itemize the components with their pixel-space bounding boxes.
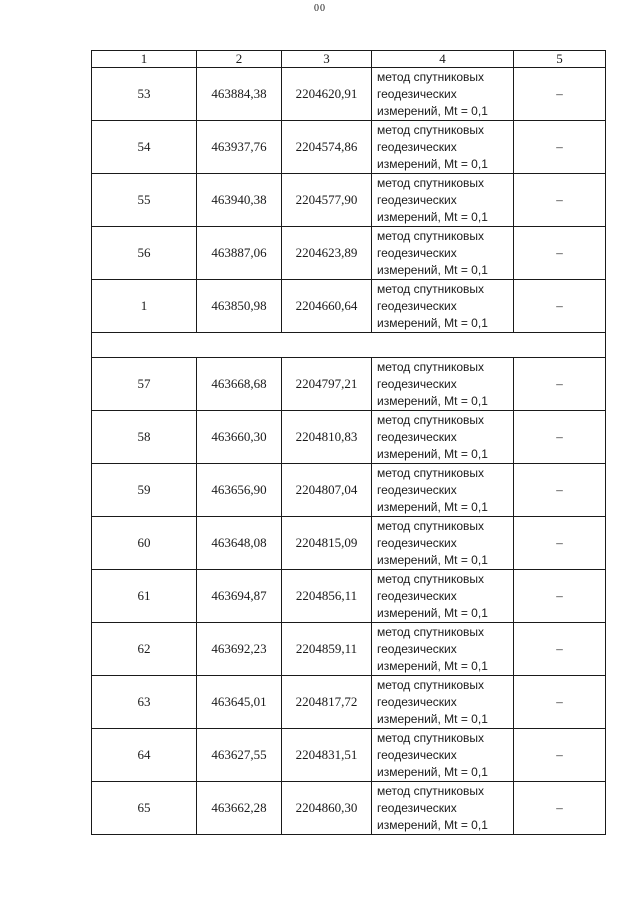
point-cell: 58 (92, 411, 197, 464)
y-coordinate-cell: 2204817,72 (282, 676, 372, 729)
point-cell: 57 (92, 358, 197, 411)
x-coordinate-cell: 463662,28 (197, 782, 282, 835)
note-cell: – (514, 121, 606, 174)
x-coordinate-cell: 463850,98 (197, 280, 282, 333)
y-coordinate-cell: 2204577,90 (282, 174, 372, 227)
x-coordinate-cell: 463648,08 (197, 517, 282, 570)
point-cell: 56 (92, 227, 197, 280)
method-cell (372, 68, 514, 121)
method-cell (372, 782, 514, 835)
point-cell: 53 (92, 68, 197, 121)
x-coordinate-cell: 463692,23 (197, 623, 282, 676)
table-row (92, 676, 606, 729)
point-cell: 54 (92, 121, 197, 174)
y-coordinate-cell: 2204860,30 (282, 782, 372, 835)
point-cell: 63 (92, 676, 197, 729)
y-coordinate-cell: 2204807,04 (282, 464, 372, 517)
y-coordinate-cell: 2204815,09 (282, 517, 372, 570)
table-row (92, 68, 606, 121)
table-row (92, 729, 606, 782)
table-row (92, 227, 606, 280)
method-text-line: геодезических (377, 192, 457, 207)
y-coordinate-cell: 2204574,86 (282, 121, 372, 174)
method-text-line: геодезических (377, 694, 457, 709)
method-text-line: измерений, Mt = 0,1 (377, 315, 488, 330)
x-coordinate-cell: 463627,55 (197, 729, 282, 782)
method-text-line: геодезических (377, 588, 457, 603)
method-text-line: измерений, Mt = 0,1 (377, 156, 488, 171)
method-text-line: измерений, Mt = 0,1 (377, 262, 488, 277)
method-text-line: геодезических (377, 535, 457, 550)
point-cell: 61 (92, 570, 197, 623)
method-text-line: геодезических (377, 245, 457, 260)
method-text-line: метод спутниковых (377, 359, 485, 374)
note-cell: – (514, 782, 606, 835)
method-cell (372, 358, 514, 411)
table-row (92, 464, 606, 517)
method-text-line: метод спутниковых (377, 624, 485, 639)
method-text-line: измерений, Mt = 0,1 (377, 658, 488, 673)
method-text-line: метод спутниковых (377, 465, 485, 480)
x-coordinate-cell: 463668,68 (197, 358, 282, 411)
method-text-line: геодезических (377, 482, 457, 497)
method-text-line: метод спутниковых (377, 783, 485, 798)
y-coordinate-cell: 2204623,89 (282, 227, 372, 280)
y-coordinate-cell: 2204797,21 (282, 358, 372, 411)
x-coordinate-cell: 463884,38 (197, 68, 282, 121)
note-cell: – (514, 68, 606, 121)
method-text-line: измерений, Mt = 0,1 (377, 817, 488, 832)
note-cell: – (514, 570, 606, 623)
method-text-line: измерений, Mt = 0,1 (377, 552, 488, 567)
method-text-line: метод спутниковых (377, 69, 485, 84)
method-cell (372, 676, 514, 729)
method-text-line: геодезических (377, 86, 457, 101)
point-cell: 55 (92, 174, 197, 227)
table-body (92, 68, 606, 835)
header-cell-1: 1 (92, 51, 197, 68)
y-coordinate-cell: 2204810,83 (282, 411, 372, 464)
point-cell: 62 (92, 623, 197, 676)
note-cell: – (514, 174, 606, 227)
point-cell: 64 (92, 729, 197, 782)
method-text-line: метод спутниковых (377, 122, 485, 137)
header-cell-5: 5 (514, 51, 606, 68)
table-row (92, 570, 606, 623)
note-cell: – (514, 280, 606, 333)
note-cell: – (514, 517, 606, 570)
y-coordinate-cell: 2204831,51 (282, 729, 372, 782)
method-cell (372, 729, 514, 782)
method-text-line: геодезических (377, 298, 457, 313)
note-cell: – (514, 623, 606, 676)
point-cell: 60 (92, 517, 197, 570)
method-text-line: геодезических (377, 641, 457, 656)
header-cell-2: 2 (197, 51, 282, 68)
method-text-line: метод спутниковых (377, 175, 485, 190)
method-text-line: геодезических (377, 800, 457, 815)
method-text-line: метод спутниковых (377, 730, 485, 745)
note-cell: – (514, 729, 606, 782)
separator-row (92, 333, 606, 358)
table-row (92, 121, 606, 174)
header-cell-3: 3 (282, 51, 372, 68)
method-text-line: измерений, Mt = 0,1 (377, 711, 488, 726)
method-text-line: измерений, Mt = 0,1 (377, 499, 488, 514)
note-cell: – (514, 676, 606, 729)
method-text-line: измерений, Mt = 0,1 (377, 209, 488, 224)
table-row (92, 174, 606, 227)
table-row (92, 358, 606, 411)
point-cell: 1 (92, 280, 197, 333)
method-text-line: метод спутниковых (377, 281, 485, 296)
x-coordinate-cell: 463887,06 (197, 227, 282, 280)
method-text-line: геодезических (377, 139, 457, 154)
coordinates-table (91, 50, 606, 835)
x-coordinate-cell: 463660,30 (197, 411, 282, 464)
point-cell: 65 (92, 782, 197, 835)
header-row (92, 51, 606, 68)
method-cell (372, 411, 514, 464)
y-coordinate-cell: 2204620,91 (282, 68, 372, 121)
method-cell (372, 570, 514, 623)
method-cell (372, 227, 514, 280)
method-cell (372, 517, 514, 570)
method-text-line: геодезических (377, 429, 457, 444)
note-cell: – (514, 227, 606, 280)
method-cell (372, 464, 514, 517)
x-coordinate-cell: 463937,76 (197, 121, 282, 174)
method-text-line: измерений, Mt = 0,1 (377, 605, 488, 620)
method-text-line: измерений, Mt = 0,1 (377, 446, 488, 461)
x-coordinate-cell: 463694,87 (197, 570, 282, 623)
method-text-line: метод спутниковых (377, 518, 485, 533)
y-coordinate-cell: 2204859,11 (282, 623, 372, 676)
method-text-line: метод спутниковых (377, 412, 485, 427)
y-coordinate-cell: 2204660,64 (282, 280, 372, 333)
x-coordinate-cell: 463656,90 (197, 464, 282, 517)
table-row (92, 517, 606, 570)
method-text-line: метод спутниковых (377, 571, 485, 586)
method-text-line: геодезических (377, 376, 457, 391)
method-text-line: метод спутниковых (377, 677, 485, 692)
method-cell (372, 623, 514, 676)
method-text-line: измерений, Mt = 0,1 (377, 764, 488, 779)
point-cell: 59 (92, 464, 197, 517)
table-row (92, 280, 606, 333)
note-cell: – (514, 358, 606, 411)
x-coordinate-cell: 463645,01 (197, 676, 282, 729)
table-row (92, 782, 606, 835)
method-cell (372, 280, 514, 333)
separator-cell (92, 333, 606, 358)
table-row (92, 411, 606, 464)
y-coordinate-cell: 2204856,11 (282, 570, 372, 623)
note-cell: – (514, 411, 606, 464)
method-text-line: измерений, Mt = 0,1 (377, 103, 488, 118)
note-cell: – (514, 464, 606, 517)
method-text-line: метод спутниковых (377, 228, 485, 243)
table-row (92, 623, 606, 676)
method-text-line: геодезических (377, 747, 457, 762)
method-text-line: измерений, Mt = 0,1 (377, 393, 488, 408)
method-cell (372, 174, 514, 227)
page-number: 00 (314, 3, 326, 14)
x-coordinate-cell: 463940,38 (197, 174, 282, 227)
header-cell-4: 4 (372, 51, 514, 68)
method-cell (372, 121, 514, 174)
